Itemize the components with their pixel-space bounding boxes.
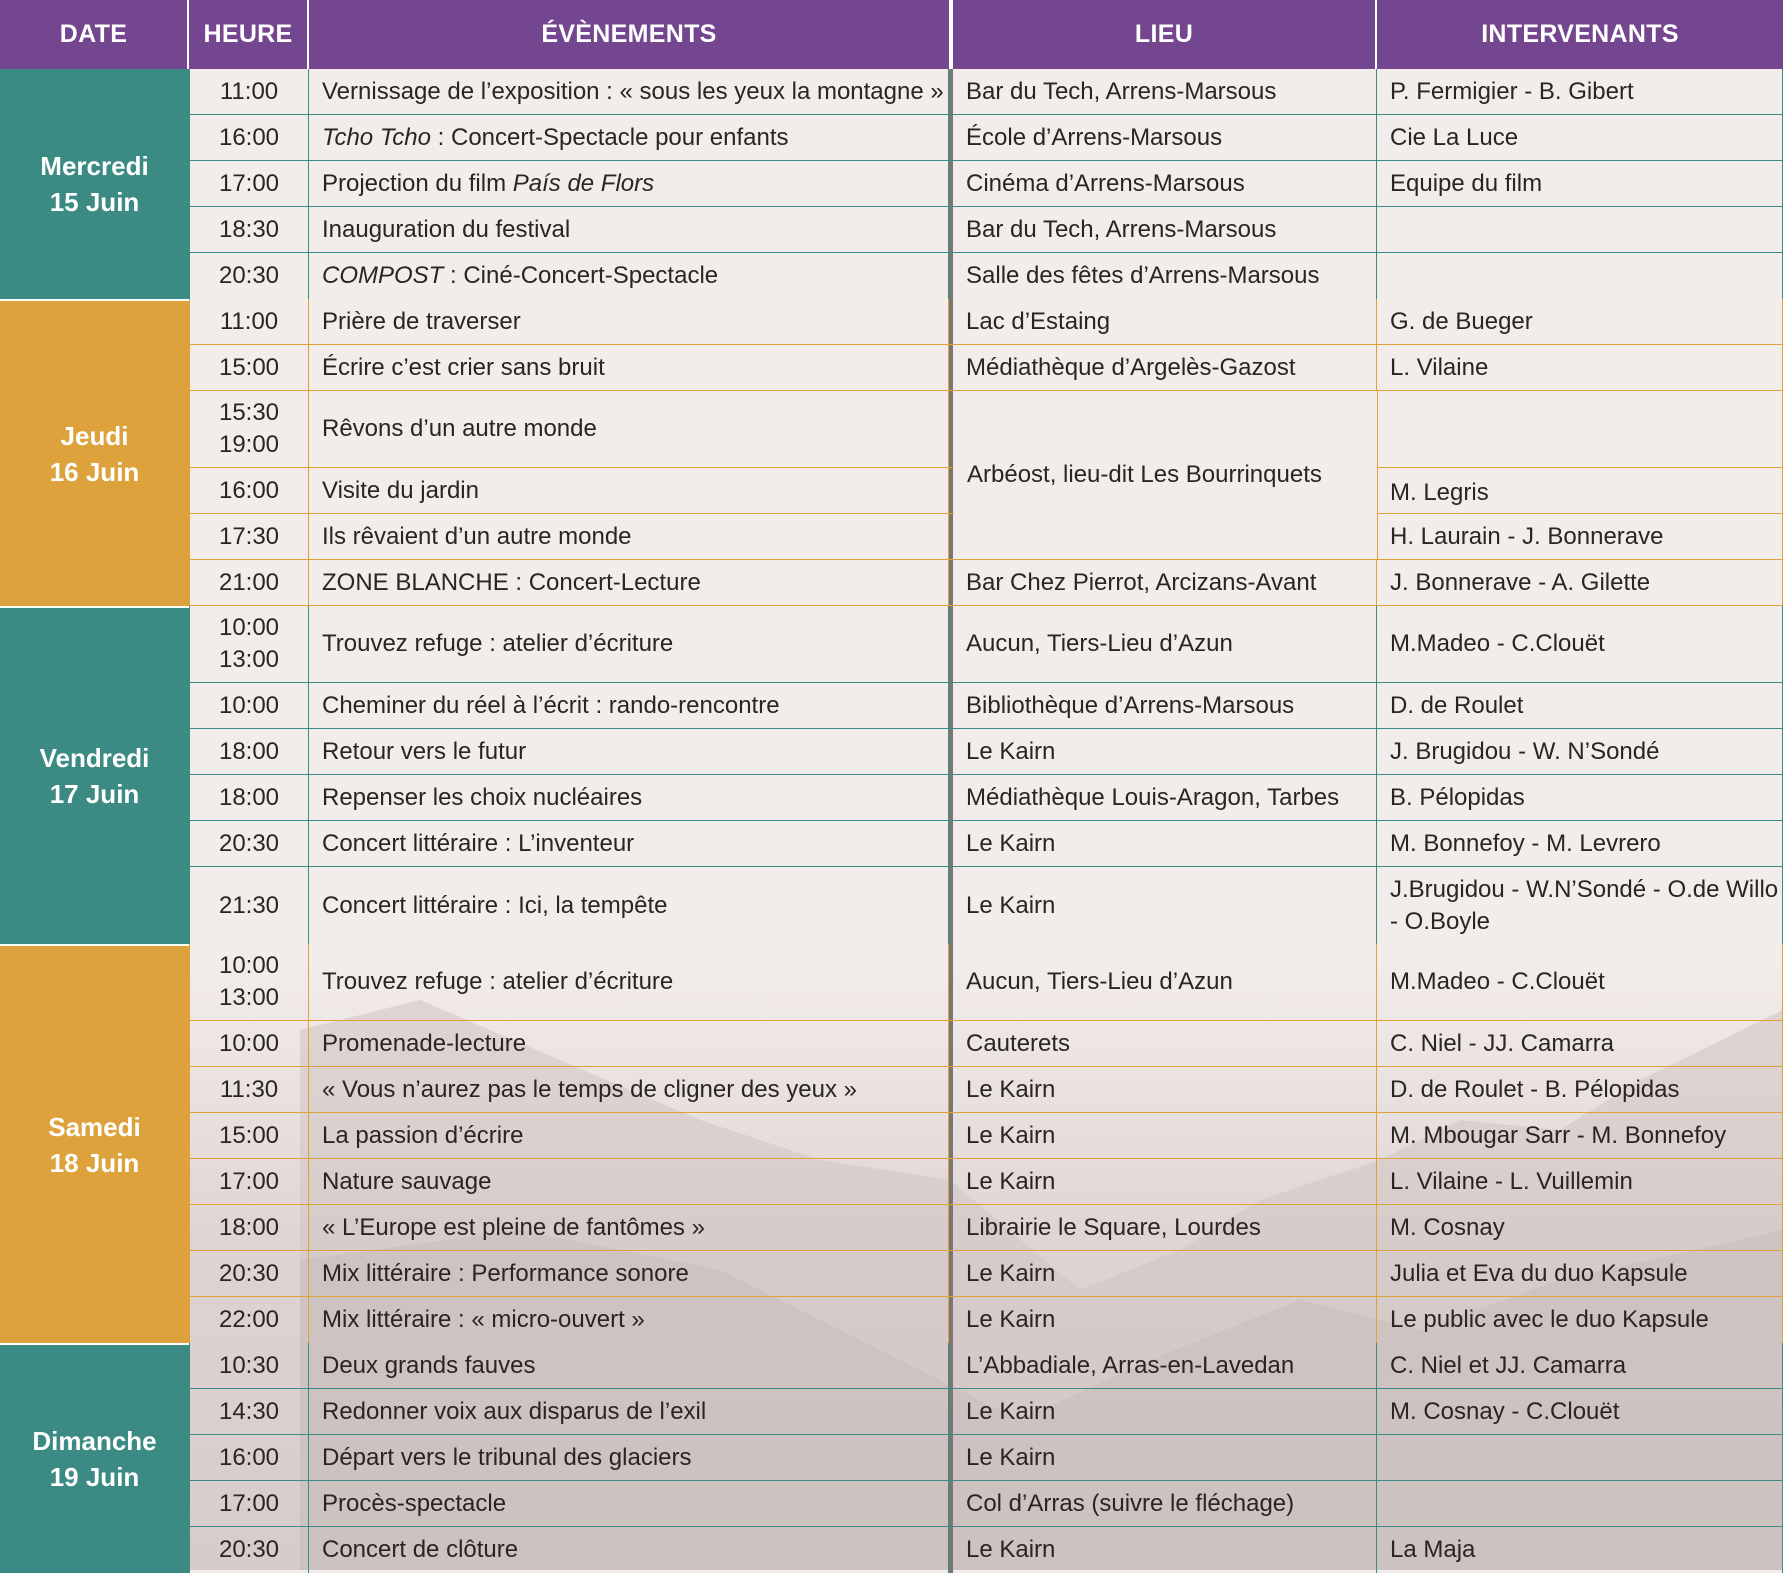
event-text: Deux grands fauves (322, 1351, 536, 1379)
time-value: 20:30 (218, 829, 280, 857)
table-row (189, 775, 1783, 821)
time-value: 11:00 (219, 77, 279, 105)
lieu-text: Col d’Arras (suivre le fléchage) (966, 1489, 1295, 1517)
time-value: 20:30 (218, 262, 280, 289)
lieu-text: Médiathèque Louis-Aragon, Tarbes (966, 783, 1340, 811)
lieu-text: L’Abbadiale, Arras-en-Lavedan (966, 1351, 1295, 1379)
day-date: 16 Juin (49, 456, 140, 487)
event-text: Visite du jardin (322, 476, 479, 504)
time-cell (189, 69, 309, 114)
lieu-cell (953, 1021, 1377, 1066)
intervenants-cell (1377, 821, 1783, 866)
intervenants-cell (1377, 69, 1783, 114)
intervenants-cell (1377, 944, 1783, 1020)
intervenants-cell (1377, 867, 1783, 944)
lieu-text: Bar du Tech, Arrens-Marsous (966, 215, 1277, 243)
intervenants-text: M. Cosnay (1390, 1213, 1505, 1241)
time-cell (189, 1527, 309, 1573)
time-value-2: 13:00 (218, 984, 280, 1011)
lieu-cell (953, 345, 1377, 390)
time-value: 10:00 (218, 952, 280, 979)
lieu-text: Le Kairn (966, 737, 1056, 765)
time-value: 16:00 (218, 123, 280, 151)
lieu-cell (953, 775, 1377, 820)
intervenants-text: C. Niel - JJ. Camarra (1390, 1029, 1615, 1057)
time-value: 15:30 (218, 399, 280, 426)
time-value: 18:00 (218, 737, 280, 765)
lieu-text: Arbéost, lieu-dit Les Bourrinquets (967, 461, 1322, 488)
event-cell (309, 161, 949, 206)
lieu-cell (953, 207, 1377, 252)
time-value: 11:00 (219, 307, 279, 335)
lieu-text: Salle des fêtes d’Arrens-Marsous (966, 262, 1320, 289)
lieu-cell (953, 1527, 1377, 1573)
time-cell (189, 560, 309, 605)
lieu-cell (953, 1251, 1377, 1296)
lieu-text: Bar Chez Pierrot, Arcizans-Avant (966, 568, 1317, 596)
intervenants-text: J. Brugidou - W. N’Sondé (1390, 737, 1660, 765)
time-value: 17:00 (218, 169, 280, 197)
lieu-text: Le Kairn (966, 1306, 1056, 1333)
intervenants-text: H. Laurain - J. Bonnerave (1390, 522, 1664, 550)
lieu-text: École d’Arrens-Marsous (966, 123, 1223, 151)
lieu-cell (953, 683, 1377, 728)
intervenants-text: La Maja (1390, 1536, 1476, 1563)
intervenants-cell (1377, 1389, 1783, 1434)
time-value: 16:00 (218, 1443, 280, 1471)
lieu-cell (953, 729, 1377, 774)
event-text: Départ vers le tribunal des glaciers (322, 1443, 692, 1471)
day-date: 18 Juin (49, 1147, 140, 1178)
table-header (0, 0, 1783, 69)
time-cell (189, 1205, 309, 1250)
time-cell (189, 867, 309, 944)
intervenants-cell (1377, 1113, 1783, 1158)
time-value: 21:00 (218, 568, 280, 596)
time-value-2: 19:00 (218, 431, 280, 458)
intervenants-cell (1377, 1021, 1783, 1066)
table-row (189, 69, 1783, 115)
time-value: 18:00 (218, 1213, 280, 1241)
day-label (0, 944, 189, 1343)
event-cell (309, 1205, 949, 1250)
event-cell (309, 1067, 949, 1112)
day-date: 15 Juin (49, 187, 140, 217)
event-cell (309, 683, 949, 728)
day-label (0, 69, 189, 299)
lieu-text: Médiathèque d’Argelès-Gazost (966, 353, 1296, 381)
event-cell (309, 821, 949, 866)
time-cell (189, 115, 309, 160)
time-value: 14:30 (218, 1397, 280, 1425)
intervenants-text: C. Niel et JJ. Camarra (1390, 1351, 1627, 1379)
lieu-text: Le Kairn (966, 1536, 1056, 1563)
table-row (189, 1481, 1783, 1527)
time-value: 18:00 (218, 783, 280, 811)
day-label (0, 606, 189, 944)
time-cell (189, 1251, 309, 1296)
day-block-dimanche (0, 1343, 1783, 1573)
time-value: 17:00 (218, 1167, 280, 1195)
table-row (189, 683, 1783, 729)
intervenants-text: D. de Roulet (1390, 691, 1524, 719)
time-cell (189, 944, 309, 1020)
intervenants-cell (1377, 729, 1783, 774)
time-value: 20:30 (218, 1259, 280, 1287)
intervenants-text: Julia et Eva du duo Kapsule (1390, 1259, 1688, 1287)
event-cell (309, 1389, 949, 1434)
event-text: Ils rêvaient d’un autre monde (322, 522, 632, 550)
intervenants-cell (1377, 1205, 1783, 1250)
time-cell (189, 207, 309, 252)
event-text: Trouvez refuge : atelier d’écriture (322, 968, 674, 995)
lieu-cell (953, 821, 1377, 866)
intervenants-text: G. de Bueger (1390, 307, 1533, 335)
lieu-text: Le Kairn (966, 891, 1056, 919)
table-row (189, 1021, 1783, 1067)
time-value: 10:00 (218, 691, 280, 719)
event-cell (309, 299, 949, 344)
time-value: 10:00 (218, 1029, 280, 1057)
event-cell (309, 867, 949, 944)
table-row (189, 729, 1783, 775)
table-row (189, 1435, 1783, 1481)
event-cell (309, 69, 949, 114)
event-cell (309, 1297, 949, 1343)
intervenants-cell (1377, 683, 1783, 728)
intervenants-cell (1377, 1435, 1783, 1480)
table-row (189, 345, 1783, 391)
lieu-cell (953, 253, 1377, 299)
table-row (189, 1297, 1783, 1343)
event-text: Repenser les choix nucléaires (322, 783, 643, 811)
time-cell (189, 1389, 309, 1434)
time-cell (189, 821, 309, 866)
lieu-cell (953, 1205, 1377, 1250)
lieu-text: Aucun, Tiers-Lieu d’Azun (966, 630, 1233, 657)
time-value: 17:30 (218, 522, 280, 550)
table-row (189, 560, 1783, 606)
table-row (189, 1389, 1783, 1435)
event-text: ZONE BLANCHE : Concert-Lecture (322, 568, 701, 596)
intervenants-cell (1377, 468, 1783, 513)
event-text: Prière de traverser (322, 307, 521, 335)
event-title-italic: COMPOST (322, 262, 444, 289)
event-rows (189, 606, 1783, 944)
event-text: Procès-spectacle (322, 1489, 507, 1517)
header-date: DATE (0, 0, 189, 69)
lieu-cell (953, 1067, 1377, 1112)
lieu-text: Le Kairn (966, 1397, 1056, 1425)
lieu-cell (953, 606, 1377, 682)
event-rows (189, 1343, 1783, 1573)
header-lieu: LIEU (953, 0, 1377, 69)
lieu-cell (953, 115, 1377, 160)
intervenants-text: M.Madeo - C.Clouët (1390, 968, 1605, 995)
event-cell (309, 1021, 949, 1066)
lieu-cell (953, 560, 1377, 605)
event-cell (309, 1159, 949, 1204)
event-cell (309, 115, 949, 160)
event-text: Redonner voix aux disparus de l’exil (322, 1397, 707, 1425)
lieu-text: Le Kairn (966, 829, 1056, 857)
lieu-text: Librairie le Square, Lourdes (966, 1213, 1261, 1241)
time-value: 10:30 (218, 1351, 280, 1379)
table-row (189, 821, 1783, 867)
day-name: Mercredi (40, 151, 149, 181)
intervenants-text: D. de Roulet - B. Pélopidas (1390, 1075, 1680, 1103)
intervenants-cell (1377, 1297, 1783, 1343)
intervenants-text: M. Cosnay - C.Clouët (1390, 1397, 1620, 1425)
header-intervenants: INTERVENANTS (1481, 20, 1679, 48)
lieu-cell (953, 161, 1377, 206)
day-date: 19 Juin (49, 1462, 140, 1492)
time-value-2: 13:00 (218, 646, 280, 673)
time-cell (189, 1113, 309, 1158)
lieu-cell (953, 1113, 1377, 1158)
day-block-jeudi (0, 299, 1783, 606)
intervenants-text: B. Pélopidas (1390, 783, 1525, 811)
lieu-text: Le Kairn (966, 1443, 1056, 1471)
lieu-cell (953, 69, 1377, 114)
intervenants-cell (1377, 345, 1783, 390)
event-cell (309, 1343, 949, 1388)
lieu-cell-merged (954, 391, 1378, 559)
time-value: 16:00 (218, 476, 280, 504)
day-name: Samedi (48, 1111, 141, 1142)
day-name: Dimanche (32, 1426, 157, 1456)
event-text: Rêvons d’un autre monde (322, 415, 597, 442)
event-cell (309, 391, 949, 467)
time-value: 10:00 (218, 614, 280, 641)
event-title-italic: Tcho Tcho (322, 123, 431, 151)
intervenants-cell (1377, 207, 1783, 252)
event-text: Cheminer du réel à l’écrit : rando-rencontre (322, 691, 780, 719)
intervenants-text: M.Madeo - C.Clouët (1390, 630, 1605, 657)
event-cell (309, 560, 949, 605)
time-value: 15:00 (218, 353, 280, 381)
lieu-text: Aucun, Tiers-Lieu d’Azun (966, 968, 1233, 995)
table-row (189, 1159, 1783, 1205)
lieu-text: Bar du Tech, Arrens-Marsous (966, 77, 1277, 105)
time-value: 11:30 (219, 1075, 279, 1103)
time-cell (189, 1481, 309, 1526)
intervenants-text: J. Bonnerave - A. Gilette (1390, 568, 1651, 596)
event-cell (309, 345, 949, 390)
time-cell (189, 514, 309, 559)
event-text: « L’Europe est pleine de fantômes » (322, 1213, 705, 1241)
lieu-cell (953, 944, 1377, 1020)
event-cell (309, 468, 949, 513)
event-text: : Concert-Spectacle pour enfants (430, 123, 789, 151)
intervenants-cell (1377, 299, 1783, 344)
time-cell (189, 161, 309, 206)
event-text: Concert littéraire : Ici, la tempête (322, 891, 668, 919)
time-cell (189, 1067, 309, 1112)
time-cell (189, 345, 309, 390)
event-cell (309, 729, 949, 774)
day-block-vendredi (0, 606, 1783, 944)
time-value: 22:00 (218, 1306, 280, 1333)
event-text: Nature sauvage (322, 1167, 492, 1195)
event-cell (309, 1527, 949, 1573)
time-value: 18:30 (218, 215, 280, 243)
event-text: Concert de clôture (322, 1536, 519, 1563)
lieu-cell (953, 1343, 1377, 1388)
intervenants-text: J.Brugidou - W.N’Sondé - O.de Willo - O.Boyle (1390, 875, 1779, 935)
intervenants-cell (1377, 1343, 1783, 1388)
lieu-text: Le Kairn (966, 1075, 1056, 1103)
time-cell (189, 253, 309, 299)
intervenants-cell (1377, 1067, 1783, 1112)
event-text: Retour vers le futur (322, 737, 527, 765)
day-block-mercredi (0, 69, 1783, 299)
intervenants-text: L. Vilaine (1390, 353, 1489, 381)
event-rows (189, 944, 1783, 1343)
time-cell (189, 683, 309, 728)
lieu-cell (953, 1435, 1377, 1480)
table-row (189, 253, 1783, 299)
event-cell (309, 514, 949, 559)
event-text: Projection du film (322, 169, 513, 197)
event-text: Trouvez refuge : atelier d’écriture (322, 630, 674, 657)
intervenants-text: M. Bonnefoy - M. Levrero (1390, 829, 1661, 857)
table-row (189, 207, 1783, 253)
header-heure: HEURE (189, 0, 309, 69)
lieu-text: Le Kairn (966, 1259, 1056, 1287)
time-value: 17:00 (218, 1489, 280, 1517)
time-cell (189, 1159, 309, 1204)
table-row (189, 299, 1783, 345)
intervenants-cell (1377, 115, 1783, 160)
time-cell (189, 1435, 309, 1480)
event-text: « Vous n’aurez pas le temps de cligner des yeux » (322, 1075, 857, 1103)
table-row (189, 1527, 1783, 1573)
lieu-text: Le Kairn (966, 1121, 1056, 1149)
intervenants-cell (1377, 560, 1783, 605)
intervenants-cell (1377, 514, 1783, 559)
table-row (189, 1113, 1783, 1159)
lieu-cell (953, 299, 1377, 344)
time-cell (189, 299, 309, 344)
day-label (0, 299, 189, 606)
time-value: 21:30 (218, 891, 280, 919)
event-cell (309, 253, 949, 299)
time-cell (189, 391, 309, 467)
day-name: Vendredi (39, 743, 150, 773)
intervenants-text: Le public avec le duo Kapsule (1390, 1306, 1709, 1333)
table-row (189, 1205, 1783, 1251)
event-text: Écrire c’est crier sans bruit (322, 353, 605, 381)
intervenants-text: M. Legris (1390, 479, 1489, 506)
time-cell (189, 468, 309, 513)
time-cell (189, 1297, 309, 1343)
time-cell (189, 1021, 309, 1066)
intervenants-text: Equipe du film (1390, 169, 1543, 197)
header-evenements: ÉVÈNEMENTS (541, 20, 717, 48)
intervenants-cell (1377, 391, 1783, 467)
table-row (189, 115, 1783, 161)
event-cell (309, 606, 949, 682)
lieu-cell (953, 867, 1377, 944)
table-row (189, 161, 1783, 207)
lieu-cell (953, 1159, 1377, 1204)
lieu-text: Le Kairn (966, 1167, 1056, 1195)
event-cell (309, 1113, 949, 1158)
intervenants-cell (1377, 1527, 1783, 1573)
table-row (189, 1251, 1783, 1297)
event-title-italic: País de Flors (512, 169, 655, 197)
event-text: : Ciné-Concert-Spectacle (443, 262, 719, 289)
event-text: Vernissage de l’exposition : « sous les yeux la montagne » (322, 77, 944, 105)
lieu-text: Cauterets (966, 1029, 1071, 1057)
lieu-cell (953, 1389, 1377, 1434)
day-block-samedi (0, 944, 1783, 1343)
intervenants-cell (1377, 1159, 1783, 1204)
day-date: 17 Juin (49, 779, 140, 809)
event-cell (309, 207, 949, 252)
intervenants-text: M. Mbougar Sarr - M. Bonnefoy (1390, 1121, 1727, 1149)
time-value: 20:30 (218, 1536, 280, 1563)
lieu-cell (953, 1481, 1377, 1526)
time-cell (189, 729, 309, 774)
table-row (189, 1067, 1783, 1113)
event-text: La passion d’écrire (322, 1121, 524, 1149)
table-row (189, 1343, 1783, 1389)
event-text: Inauguration du festival (322, 215, 571, 243)
table-row (189, 606, 1783, 683)
intervenants-text: Cie La Luce (1390, 123, 1519, 151)
event-cell (309, 1481, 949, 1526)
intervenants-cell (1377, 775, 1783, 820)
event-rows (189, 69, 1783, 299)
event-rows (189, 299, 1783, 606)
event-cell (309, 1435, 949, 1480)
lieu-text: Bibliothèque d’Arrens-Marsous (966, 691, 1295, 719)
intervenants-cell (1377, 253, 1783, 299)
event-text: Promenade-lecture (322, 1029, 527, 1057)
time-cell (189, 606, 309, 682)
table-row (189, 944, 1783, 1021)
lieu-cell (953, 1297, 1377, 1343)
intervenants-cell (1377, 1481, 1783, 1526)
intervenants-cell (1377, 606, 1783, 682)
day-label (0, 1343, 189, 1573)
intervenants-text: L. Vilaine - L. Vuillemin (1390, 1167, 1633, 1195)
event-text: Mix littéraire : Performance sonore (322, 1259, 689, 1287)
intervenants-cell (1377, 161, 1783, 206)
event-cell (309, 775, 949, 820)
time-cell (189, 775, 309, 820)
time-value: 15:00 (218, 1121, 280, 1149)
intervenants-text: P. Fermigier - B. Gibert (1390, 77, 1634, 105)
table-row (189, 867, 1783, 944)
event-text: Mix littéraire : « micro-ouvert » (322, 1306, 645, 1333)
time-cell (189, 1343, 309, 1388)
lieu-text: Cinéma d’Arrens-Marsous (966, 169, 1245, 197)
event-cell (309, 1251, 949, 1296)
day-name: Jeudi (60, 420, 129, 451)
event-cell (309, 944, 949, 1020)
intervenants-cell (1377, 1251, 1783, 1296)
event-text: Concert littéraire : L’inventeur (322, 829, 635, 857)
lieu-text: Lac d’Estaing (966, 307, 1111, 335)
